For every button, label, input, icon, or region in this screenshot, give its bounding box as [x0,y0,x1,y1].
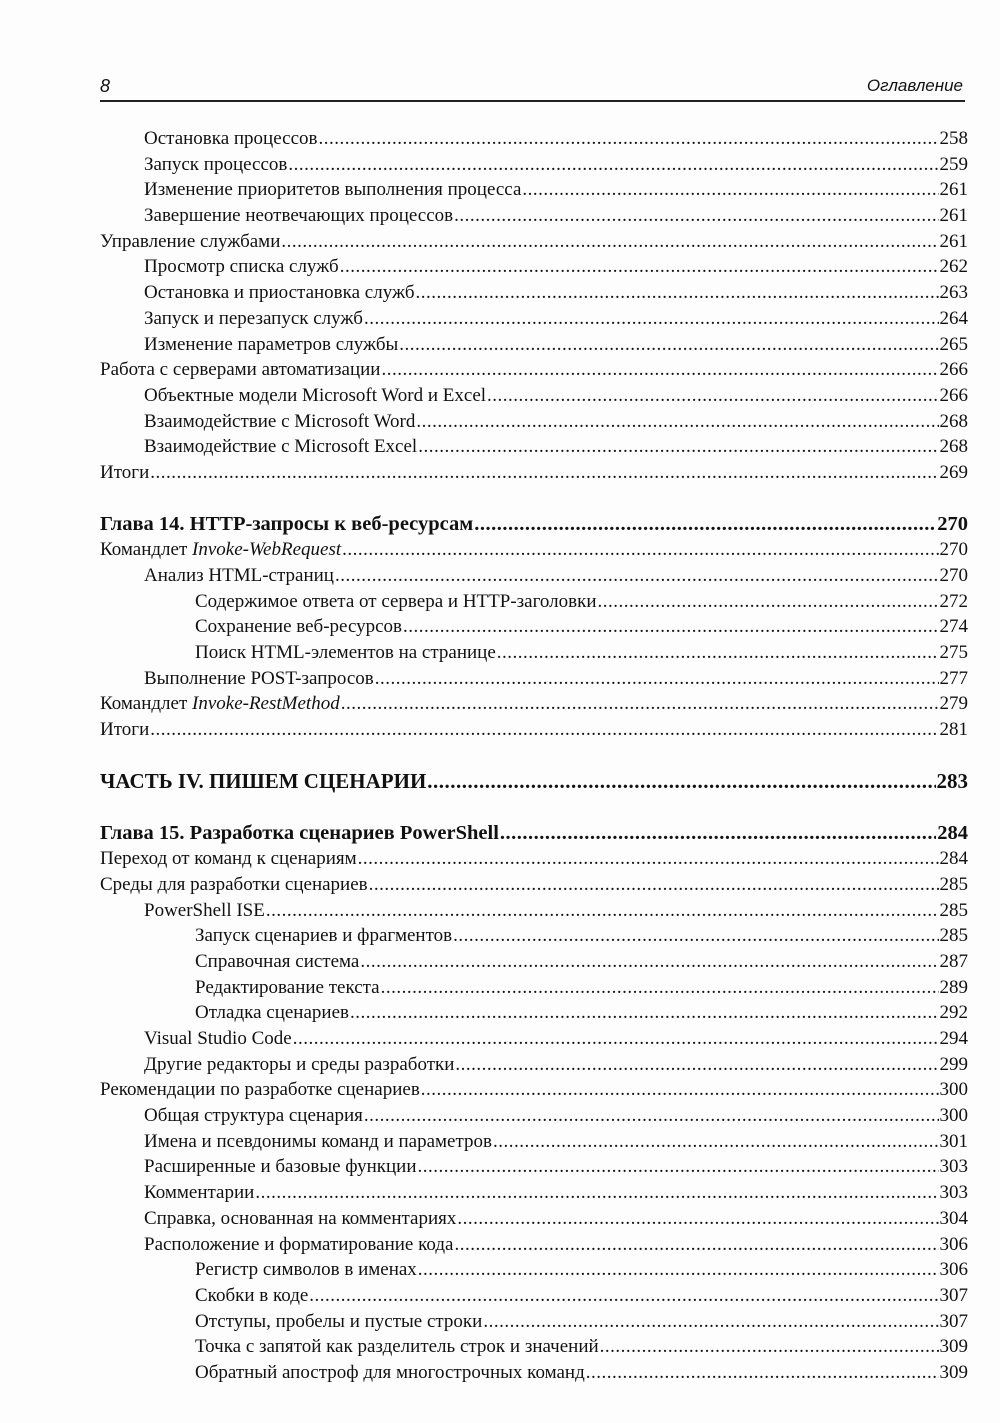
toc-entry-prefix: Командлет [100,539,192,561]
toc-chapter-entry [100,512,968,538]
toc-leader-dots [586,1360,939,1386]
toc-leader-dots [418,434,938,460]
toc-entry [100,152,968,178]
toc-page-number: 258 [939,128,968,149]
toc-entry [100,1000,968,1026]
toc-page-number: 265 [939,333,968,355]
toc-entry [100,1129,968,1155]
toc-leader-dots [150,460,938,486]
toc-entry [100,872,968,898]
toc-page-number: 299 [939,1053,968,1075]
toc-page-number: 306 [939,1259,968,1281]
toc-page-number: 261 [939,179,968,201]
toc-page-number: 264 [939,307,968,329]
toc-leader-dots [360,949,938,975]
toc-entry-title: Расположение и форматирование кода [144,1233,454,1255]
toc-entry-title: Отладка сценариев [195,1002,349,1024]
toc-page-number: 268 [939,436,968,458]
toc-entry-prefix: Командлет [100,693,192,715]
toc-entry [100,203,968,229]
toc-page-number: 284 [939,848,968,870]
toc-entry-title: Комментарии [144,1182,255,1204]
toc-leader-dots [340,254,939,280]
toc-entry [100,126,968,152]
toc-gap [100,795,968,821]
toc-page-number: 270 [937,512,968,535]
toc-entry [100,1309,968,1335]
toc-page-number: 283 [936,768,968,793]
toc-entry-title: Другие редакторы и среды разработки [144,1053,455,1075]
toc-entry [100,717,968,743]
toc-leader-dots [487,383,938,409]
page-header [100,74,965,102]
toc-leader-dots [418,1154,939,1180]
toc-page-number: 266 [939,384,968,406]
toc-page-number: 275 [939,642,968,664]
toc-entry [100,589,968,615]
toc-page-number: 261 [939,205,968,227]
toc-leader-dots [364,306,939,332]
toc-entry-title: Работа с серверами автоматизации [100,359,381,381]
toc-entry-title: Запуск сценариев и фрагментов [195,925,453,947]
toc-entry-title: Общая структура сценария [144,1105,363,1127]
toc-entry [100,229,968,255]
toc-entry-title: Справочная система [195,950,360,972]
toc-entry-title [100,537,341,563]
toc-entry-title: Анализ HTML-страниц [144,565,334,586]
toc-leader-dots [403,614,938,640]
toc-leader-dots [455,1052,938,1078]
toc-leader-dots [288,152,938,178]
toc-leader-dots [150,717,938,743]
toc-page-number: 300 [939,1105,968,1127]
toc-entry-title: Скобки в коде [195,1284,309,1306]
toc-leader-dots [500,821,936,847]
toc-leader-dots [418,1257,939,1283]
toc-page-number: 307 [939,1284,968,1306]
toc-entry [100,383,968,409]
toc-leader-dots [350,1000,939,1026]
toc-part-entry [100,769,968,795]
toc-page-number: 279 [939,693,968,715]
toc-gap [100,486,968,512]
toc-leader-dots [369,872,939,898]
toc-page-number: 285 [939,899,968,921]
toc-entry [100,691,968,717]
toc-entry-title: Итоги [100,719,150,741]
toc-leader-dots [364,1103,939,1129]
toc-entry-title: PowerShell ISE [144,899,265,921]
toc-leader-dots [375,666,939,692]
toc-leader-dots [341,691,939,717]
toc-entry [100,1360,968,1386]
toc-leader-dots [381,357,938,383]
toc-entry-title: ЧАСТЬ IV. ПИШЕМ СЦЕНАРИИ [100,768,427,793]
toc-leader-dots [416,280,939,306]
toc-entry-title: Просмотр списка служб [144,256,339,278]
toc-leader-dots [493,1129,939,1155]
toc-leader-dots [281,229,938,255]
toc-entry [100,640,968,666]
toc-entry [100,1334,968,1360]
toc-entry-title: Изменение параметров службы [144,333,399,355]
toc-entry [100,1206,968,1232]
toc-entry-title: Рекомендации по разработке сценариев [100,1079,420,1101]
toc-entry-title: Обратный апостроф для многострочных команд [195,1361,585,1383]
toc-entry-title: Объектные модели Microsoft Word и Excel [144,384,487,406]
toc-page-number: 281 [939,719,968,741]
toc-page-number: 307 [939,1310,968,1332]
toc-leader-dots [497,640,939,666]
toc-page-number: 304 [939,1207,968,1229]
toc-entry [100,846,968,872]
toc-leader-dots [266,898,939,924]
toc-page-number: 266 [939,359,968,381]
toc-leader-dots [600,1334,939,1360]
toc-entry [100,537,968,563]
toc-page-number: 292 [939,1002,968,1024]
toc-page-number: 259 [939,153,968,175]
toc-page-number: 303 [939,1156,968,1178]
toc-page-number: 261 [939,230,968,252]
toc-entry [100,357,968,383]
toc-page-number: 287 [939,950,968,972]
toc-page-number: 268 [939,410,968,432]
toc-entry-title: Содержимое ответа от сервера и HTTP-заголовки [195,590,597,612]
toc-entry-title: Выполнение POST-запросов [144,667,374,689]
toc-entry-title: Visual Studio Code [144,1028,292,1049]
toc-page-number: 309 [939,1361,968,1383]
toc-leader-dots [421,1077,939,1103]
page-number: 8 [100,76,111,96]
toc-leader-dots [427,769,935,795]
toc-entry [100,614,968,640]
toc-entry-title: Имена и псевдонимы команд и параметров [144,1130,492,1152]
toc-entry-cmdlet: Invoke-WebRequest [192,539,342,561]
toc-entry [100,1077,968,1103]
toc-entry-cmdlet: Invoke-RestMethod [192,693,340,715]
toc-entry-title: Завершение неотвечающих процессов [144,205,454,227]
toc-leader-dots [255,1180,938,1206]
toc-entry-title: Сохранение веб-ресурсов [195,616,403,638]
toc-entry-title: Переход от команд к сценариям [100,848,357,870]
toc-page-number: 270 [939,565,968,586]
toc-entry [100,975,968,1001]
toc-leader-dots [309,1283,938,1309]
toc-entry [100,254,968,280]
toc-entry [100,177,968,203]
toc-leader-dots [293,1026,939,1052]
toc-entry [100,1103,968,1129]
toc-entry-title: Итоги [100,461,150,483]
toc-page-number: 262 [939,256,968,278]
toc-page-number: 285 [939,925,968,947]
toc-gap [100,743,968,769]
toc-entry [100,1026,968,1052]
toc-entry-title: Запуск процессов [144,153,288,175]
toc-entry [100,898,968,924]
toc-entry-title: Точка с запятой как разделитель строк и значений [195,1336,599,1358]
toc-leader-dots [453,923,938,949]
toc-entry-title: Регистр символов в именах [195,1259,417,1281]
table-of-contents [100,126,968,1386]
toc-page-number: 269 [939,461,968,483]
toc-page-number: 285 [939,873,968,895]
toc-entry-title: Редактирование текста [195,976,380,998]
toc-entry-title: Управление службами [100,230,281,252]
toc-entry [100,280,968,306]
toc-entry [100,332,968,358]
toc-entry-title: Глава 15. Разработка сценариев PowerShell [100,821,499,844]
toc-entry [100,1257,968,1283]
toc-leader-dots [381,975,939,1001]
toc-entry [100,434,968,460]
toc-entry-title: Расширенные и базовые функции [144,1156,417,1178]
toc-entry-title: Остановка процессов [144,128,318,149]
toc-leader-dots [454,203,938,229]
toc-leader-dots [335,563,939,589]
toc-page-number: 263 [939,282,968,304]
toc-entry-title: Взаимодействие с Microsoft Word [144,410,416,432]
toc-page-number: 300 [939,1079,968,1101]
toc-page-number: 272 [939,590,968,612]
toc-chapter-entry [100,821,968,847]
toc-page-number: 284 [937,821,968,844]
toc-leader-dots [522,177,938,203]
toc-entry [100,1283,968,1309]
toc-entry [100,1154,968,1180]
toc-entry [100,460,968,486]
running-title: Оглавление [866,76,963,95]
toc-entry [100,923,968,949]
toc-entry-title: Изменение приоритетов выполнения процесса [144,179,522,201]
toc-page-number: 289 [939,976,968,998]
toc-page-number: 270 [939,539,968,561]
toc-entry [100,563,968,589]
toc-entry [100,1232,968,1258]
toc-entry-title: Отступы, пробелы и пустые строки [195,1310,483,1332]
toc-entry [100,1052,968,1078]
toc-entry-title: Запуск и перезапуск служб [144,307,363,329]
toc-page-number: 301 [939,1130,968,1152]
toc-entry [100,666,968,692]
toc-page-number: 294 [939,1028,968,1049]
toc-entry-title: Поиск HTML-элементов на странице [195,642,496,664]
toc-entry-title [100,691,340,717]
toc-leader-dots [598,589,939,615]
toc-page-number: 303 [939,1182,968,1204]
toc-leader-dots [342,537,938,563]
toc-leader-dots [318,126,938,152]
toc-entry-title: Справка, основанная на комментариях [144,1207,457,1229]
toc-entry-title: Взаимодействие с Microsoft Excel [144,436,418,458]
toc-leader-dots [474,512,936,538]
toc-entry [100,409,968,435]
toc-page-number: 277 [939,667,968,689]
toc-entry-title: Остановка и приостановка служб [144,282,415,304]
toc-page-number: 306 [939,1233,968,1255]
toc-leader-dots [457,1206,938,1232]
toc-page-number: 274 [939,616,968,638]
toc-leader-dots [454,1232,938,1258]
toc-leader-dots [416,409,938,435]
toc-entry [100,949,968,975]
toc-entry [100,306,968,332]
toc-leader-dots [358,846,939,872]
toc-entry-title: Среды для разработки сценариев [100,873,368,895]
toc-page-number: 309 [939,1336,968,1358]
toc-leader-dots [483,1309,938,1335]
toc-entry-title: Глава 14. HTTP-запросы к веб-ресурсам [100,512,474,535]
toc-entry [100,1180,968,1206]
toc-leader-dots [399,332,938,358]
